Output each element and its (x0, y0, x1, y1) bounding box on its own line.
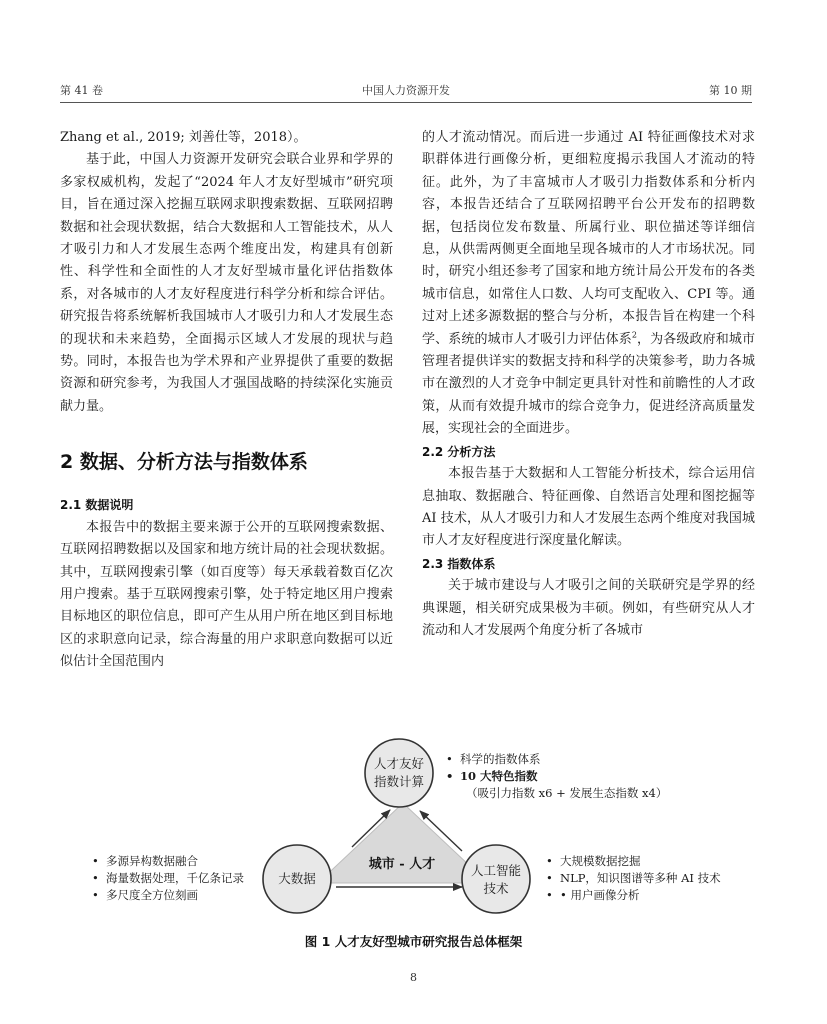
index-paragraph: 关于城市建设与人才吸引之间的关联研究是学界的经典课题，相关研究成果极为丰硕。例如，有些研究从人才流动和人才发展两个角度分析了各城市 (422, 578, 755, 638)
right-bullet-item: • NLP，知识图谱等多种 AI 技术 (546, 871, 721, 885)
right-column (422, 127, 755, 642)
intro-citation-paragraph: Zhang et al., 2019; 刘善仕等，2018）。 (60, 130, 307, 145)
figure-caption: 图 1 人才友好型城市研究报告总体框架 (304, 934, 523, 949)
page-number: 8 (410, 971, 417, 984)
section-title: 2 数据、分析方法与指数体系 (60, 451, 308, 474)
top-bullet-item: • 10 大特色指数 (446, 769, 538, 783)
continued-text-part1: 的人才流动情况。而后进一步通过 AI 特征画像技术对求职群体进行画像分析，更细粒度揭示我国人才流动的特征。此外，为了丰富城市人才吸引力指数体系和分析内容，本报告还结合了互联网招聘平台公开发布的招聘数据，包括岗位发布数量、所属行业、职位描述等详细信息，从供需两侧更全面地呈现各城市的人才市场状况。同时，研究小组还参考了国家和地方统计局公开发布的各类城市信息，如常住人口数、人均可支配收入、CPI 等。通过对上述多源数据的整合与分析，本报告旨在构建一个科学、系统的城市人才吸引力评估体系 (422, 130, 755, 347)
data-paragraph: 本报告中的数据主要来源于公开的互联网搜索数据、互联网招聘数据以及国家和地方统计局的社会现状数据。其中，互联网搜索引擎（如百度等）每天承载着数百亿次用户搜索。基于互联网搜索引擎，处于特定地区用户搜索目标地区的职位信息，即可产生从用户所在地区到目标地区的求职意向记录，综合海量的用户求职意向数据可以近似估计全国范围内 (60, 519, 393, 670)
right-bullet-list (544, 853, 721, 904)
left-bullet-item: • 多尺度全方位刻画 (92, 888, 198, 902)
left-column (60, 127, 393, 674)
city-talent-label: 城市 - 人才 (368, 857, 436, 872)
left-bullet-item: • 多源异构数据融合 (92, 854, 198, 868)
top-bullet-item: • 科学的指数体系 (446, 752, 541, 766)
right-node-label: 人工智能 技术 (470, 863, 521, 896)
framework-figure (0, 735, 827, 965)
header-divider (60, 102, 752, 103)
method-paragraph: 本报告基于大数据和人工智能分析技术，综合运用信息抽取、数据融合、特征画像、自然语言处理和图挖掘等 AI 技术，从人才吸引力和人才发展生态两个维度对我国城市人才友好程度进行深度量化解读。 (422, 466, 755, 549)
top-bullet-list (444, 751, 667, 802)
continued-text-part2: ，为各级政府和城市管理者提供详实的数据支持和科学的决策参考，助力各城市在激烈的人才竞争中制定更具针对性和前瞻性的人才政策，从而有效提升城市的综合竞争力，促进经济高质量发展，实现社会的全面进步。 (422, 331, 755, 437)
left-bullet-list (90, 853, 244, 904)
top-bullet-subnote: （吸引力指数 x6 + 发展生态指数 x4） (466, 786, 668, 800)
left-node-label: 大数据 (278, 871, 316, 886)
left-bullet-item: • 海量数据处理，千亿条记录 (92, 871, 244, 885)
running-header (60, 82, 752, 100)
continued-paragraph (422, 127, 755, 441)
subsection-data-title: 2.1 数据说明 (60, 498, 134, 513)
footnote-mark[interactable]: 2 (631, 330, 637, 340)
top-node-label: 人才友好 指数计算 (373, 756, 424, 789)
right-bullet-item: • • 用户画像分析 (546, 888, 640, 902)
journal-title: 中国人力资源开发 (362, 84, 450, 97)
volume-label: 第 41 卷 (60, 84, 103, 97)
subsection-method-title: 2.2 分析方法 (422, 444, 496, 459)
issue-label: 第 10 期 (709, 84, 752, 97)
right-bullet-item: • 大规模数据挖掘 (546, 854, 641, 868)
subsection-index-title: 2.3 指数体系 (422, 556, 496, 571)
background-paragraph: 基于此，中国人力资源开发研究会联合业界和学界的多家权威机构，发起了“2024 年人才友好型城市”研究项目，旨在通过深入挖掘互联网求职搜索数据、互联网招聘数据和社会现状数据，结合大数据和人工智能技术，从人才吸引力和人才发展生态两个维度出发，构建具有创新性、科学性和全面性的人才友好型城市量化评估指数体系，对各城市的人才友好程度进行科学分析和综合评估。研究报告将系统解析我国城市人才吸引力和人才发展生态的现状和未来趋势，全面揭示区域人才发展的现状与趋势。同时，本报告也为学术界和产业界提供了重要的数据资源和研究参考，为我国人才强国战略的持续深化实施贡献力量。 (60, 152, 393, 414)
